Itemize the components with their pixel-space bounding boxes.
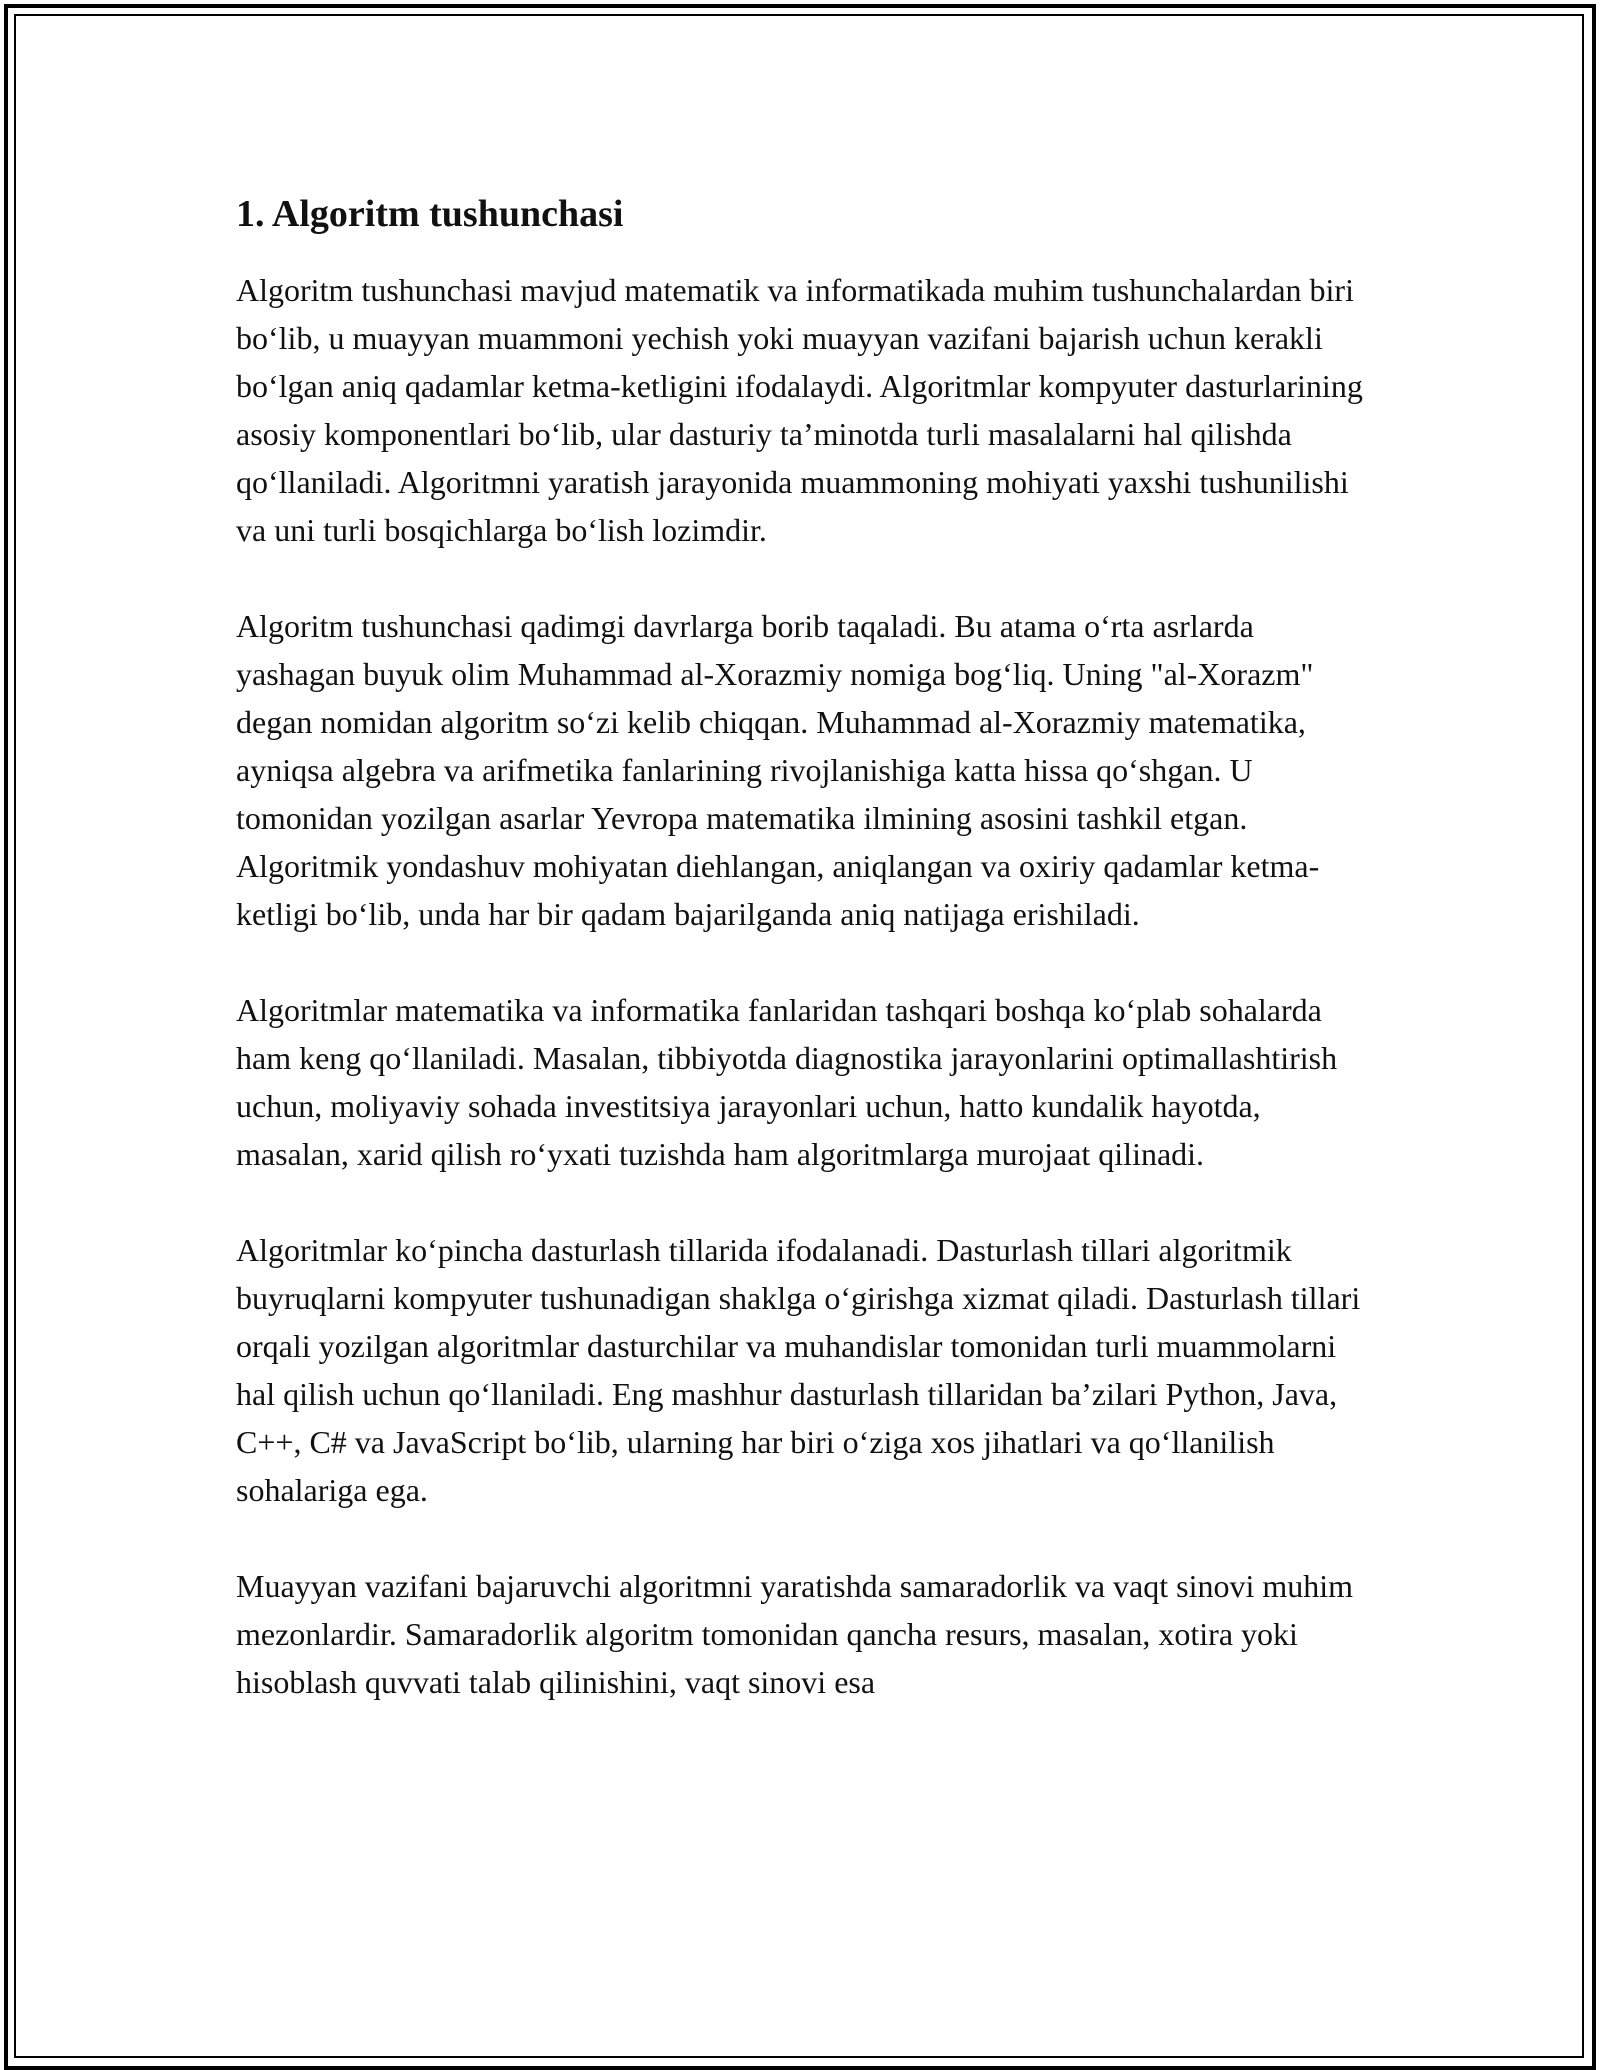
paragraph-2: Algoritm tushunchasi qadimgi davrlarga borib taqaladi. Bu atama o‘rta asrlarda yashagan buyuk olim Muhammad al-Xorazmiy nomiga bog‘liq. Uning "al-Xorazm" degan nomidan algoritm so‘zi kelib chiqqan. Muhammad al-Xorazmiy matematika, ayniqsa algebra va arifmetika fanlarining rivojlanishiga katta hissa qo‘shgan. U tomonidan yozilgan asarlar Yevropa matematika ilmining asosini tashkil etgan. Algoritmik yondashuv mohiyatan diehlangan, aniqlangan va oxiriy qadamlar ketma-ketligi bo‘lib, unda har bir qadam bajarilganda aniq natijaga erishiladi. <box>236 608 1320 932</box>
paragraph-5: Muayyan vazifani bajaruvchi algoritmni yaratishda samaradorlik va vaqt sinovi muhim mezonlardir. Samaradorlik algoritm tomonidan qancha resurs, masalan, xotira yoki hisoblash quvvati talab qilinishini, vaqt sinovi esa <box>236 1568 1354 1700</box>
paragraph-3: Algoritmlar matematika va informatika fanlaridan tashqari boshqa ko‘plab sohalarda ham keng qo‘llaniladi. Masalan, tibbiyotda diagnostika jarayonlarini optimallashtirish uchun, moliyaviy sohada investitsiya jarayonlari uchun, hatto kundalik hayotda, masalan, xarid qilish ro‘yxati tuzishda ham algoritmlarga murojaat qilinadi. <box>236 992 1338 1172</box>
section-heading: 1. Algoritm tushunchasi <box>236 193 624 235</box>
document-body <box>236 186 1376 1754</box>
paragraph-1: Algoritm tushunchasi mavjud matematik va informatikada muhim tushunchalardan biri bo‘lib, u muayyan muammoni yechish yoki muayyan vazifani bajarish uchun kerakli bo‘lgan aniq qadamlar ketma-ketligini ifodalaydi. Algoritmlar kompyuter dasturlarining asosiy komponentlari bo‘lib, ular dasturiy ta’minotda turli masalalarni hal qilishda qo‘llaniladi. Algoritmni yaratish jarayonida muammoning mohiyati yaxshi tushunilishi va uni turli bosqichlarga bo‘lish lozimdir. <box>236 272 1363 548</box>
paragraph-4: Algoritmlar ko‘pincha dasturlash tillarida ifodalanadi. Dasturlash tillari algoritmik buyruqlarni kompyuter tushunadigan shaklga o‘girishga xizmat qiladi. Dasturlash tillari orqali yozilgan algoritmlar dasturchilar va muhandislar tomonidan turli muammolarni hal qilish uchun qo‘llaniladi. Eng mashhur dasturlash tillaridan ba’zilari Python, Java, C++, C# va JavaScript bo‘lib, ularning har biri o‘ziga xos jihatlari va qo‘llanilish sohalariga ega. <box>236 1232 1361 1508</box>
